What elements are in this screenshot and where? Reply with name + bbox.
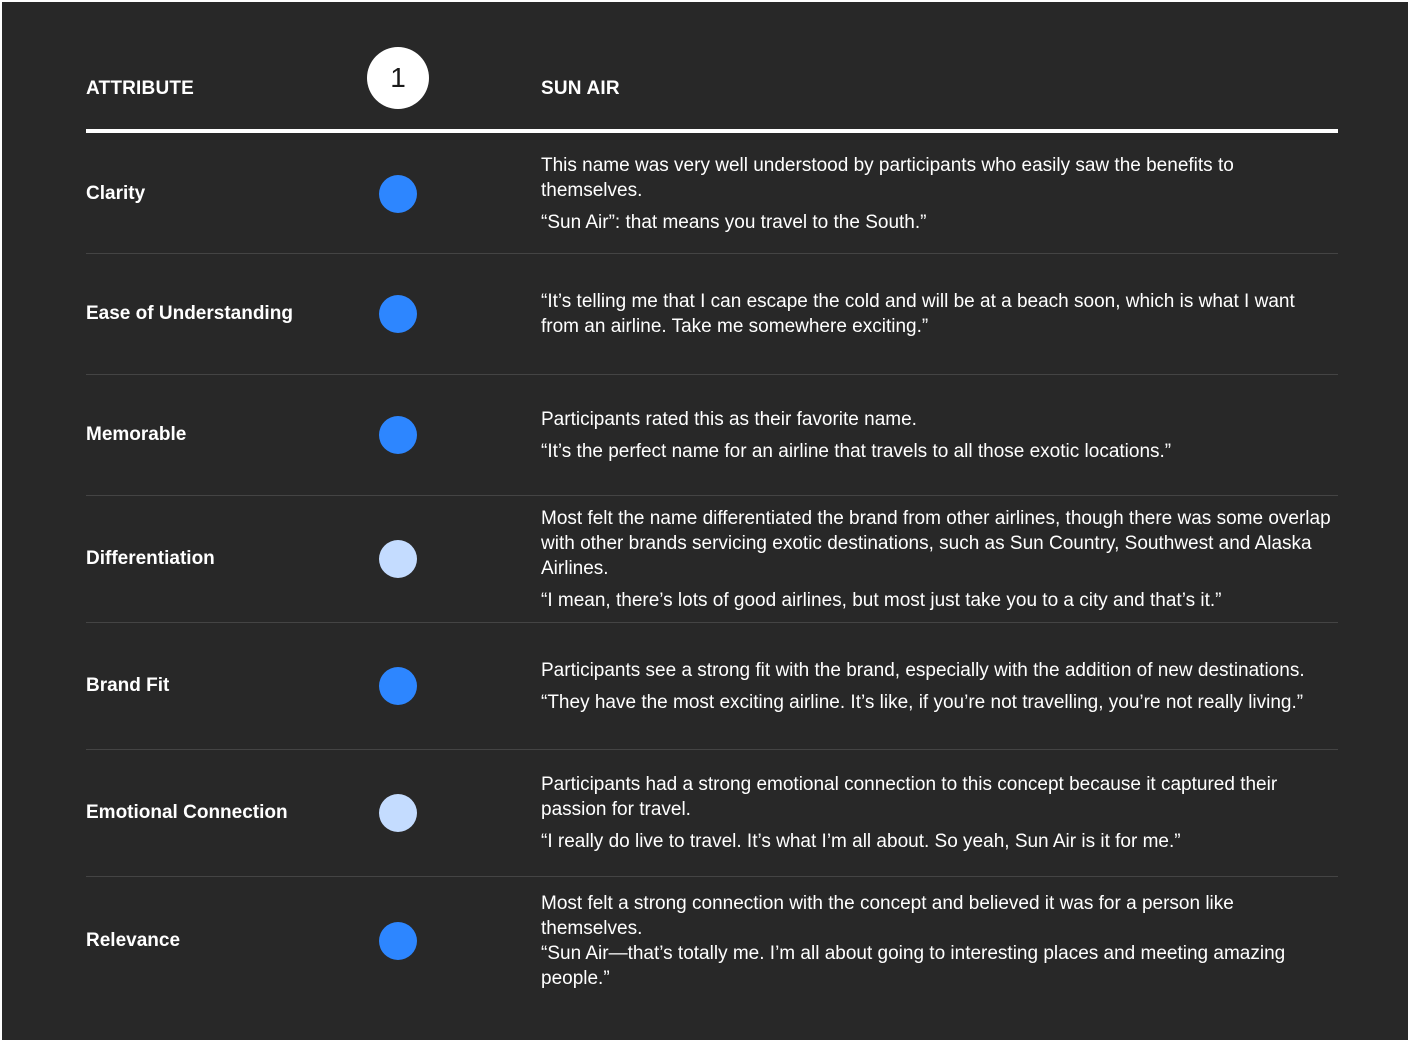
row-quote: “They have the most exciting airline. It’s like, if you’re not travelling, you’re not really living.” — [541, 691, 1304, 713]
table-row-clarity — [86, 135, 1338, 254]
attribute-label: Memorable — [86, 424, 187, 445]
row-summary: Most felt a strong connection with the concept and believed it was for a person like themselves. — [541, 892, 1234, 939]
row-summary: This name was very well understood by participants who easily saw the benefits to themselves. — [541, 155, 1234, 201]
row-summary: Most felt the name differentiated the brand from other airlines, though there was some overlap with other brands servicing exotic destinations, such as Sun Country, Southwest and Alaska Airlines. — [541, 507, 1331, 579]
row-quote: “It’s the perfect name for an airline that travels to all those exotic locations.” — [541, 440, 1172, 462]
row-quote: “I mean, there’s lots of good airlines, but most just take you to a city and that’s it.” — [541, 589, 1222, 611]
rating-dot — [379, 416, 417, 454]
row-description — [541, 254, 1331, 374]
table-row-emotional-connection — [86, 750, 1338, 877]
concept-number-badge: 1 — [367, 47, 429, 109]
attribute-label: Differentiation — [86, 548, 215, 569]
attribute-column-header: ATTRIBUTE — [86, 78, 195, 99]
row-description — [541, 623, 1331, 749]
concept-name-header: SUN AIR — [541, 78, 620, 99]
row-quote: “Sun Air—that’s totally me. I’m all about going to interesting places and meeting amazing people.” — [541, 942, 1286, 989]
attribute-label: Relevance — [86, 929, 181, 951]
row-summary: Participants had a strong emotional connection to this concept because it captured their passion for travel. — [541, 774, 1278, 820]
row-quote: “It’s telling me that I can escape the cold and will be at a beach soon, which is what I want from an airline. Take me somewhere exciting.” — [541, 291, 1295, 337]
table-row-memorable — [86, 375, 1338, 496]
header-divider — [86, 129, 1338, 133]
attribute-label: Clarity — [86, 183, 146, 204]
attribute-label: Ease of Understanding — [86, 303, 293, 324]
rating-dot — [379, 540, 417, 578]
row-quote: “I really do live to travel. It’s what I’m all about. So yeah, Sun Air is it for me.” — [541, 831, 1181, 852]
rating-dot — [379, 175, 417, 213]
rating-dot — [379, 295, 417, 333]
rating-dot — [379, 667, 417, 705]
row-description — [541, 135, 1331, 253]
table-row-differentiation — [86, 496, 1338, 623]
attribute-label: Brand Fit — [86, 675, 170, 696]
row-description — [541, 375, 1331, 495]
rating-dot — [379, 794, 417, 832]
row-description — [541, 496, 1331, 622]
row-quote: “Sun Air”: that means you travel to the South.” — [541, 212, 927, 233]
row-description — [541, 877, 1331, 1004]
attribute-ratings-panel — [2, 2, 1408, 1040]
attribute-label: Emotional Connection — [86, 802, 288, 823]
row-summary: Participants see a strong fit with the brand, especially with the addition of new destinations. — [541, 659, 1305, 681]
row-description — [541, 750, 1331, 876]
rating-dot — [379, 922, 417, 960]
row-summary: Participants rated this as their favorite name. — [541, 408, 917, 430]
table-row-brand-fit — [86, 623, 1338, 750]
table-row-ease-of-understanding — [86, 254, 1338, 375]
table-row-relevance — [86, 877, 1338, 1004]
